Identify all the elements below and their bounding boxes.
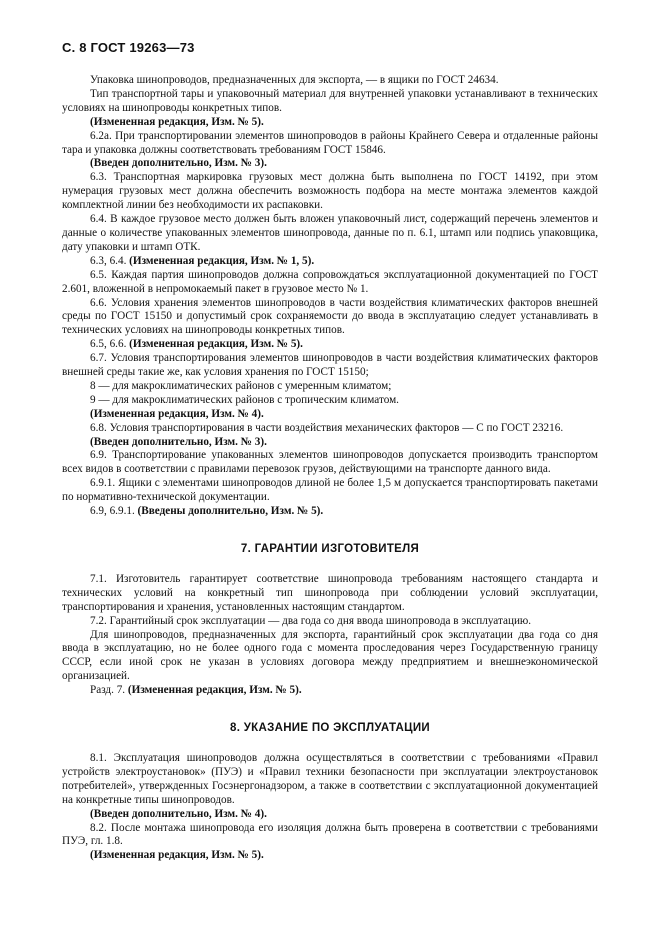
section-7-title: 7. ГАРАНТИИ ИЗГОТОВИТЕЛЯ (240, 543, 420, 555)
paragraph: Тип транспортной тары и упаковочный материал для внутренней упаковки устанавливают в технических условиях на шинопроводы конкретных типов. (62, 87, 598, 114)
paragraph: Для шинопроводов, предназначенных для экспорта, гарантийный срок эксплуатации два года со дня ввода в эксплуатацию, но не более одного года с момента проследования через Государственную границу СССР, если иной срок не указан в условиях договора между предприятием и внешнеэкономической организацией. (62, 628, 598, 683)
paragraph: 6.8. Условия транспортирования в части воздействия механических факторов — С по ГОСТ 23216. (90, 421, 564, 434)
paragraph: 8.2. После монтажа шинопровода его изоляция должна быть проверена в соответствии с требованиями ПУЭ, гл. 1.8. (62, 821, 598, 848)
amendment-note: (Введен дополнительно, Изм. № 3). (90, 435, 267, 448)
section-7-body (62, 573, 598, 698)
paragraph: 7.1. Изготовитель гарантирует соответствие шинопровода требованиям настоящего стандарта и технических условий на конкретный тип шинопровода при соблюдении условий эксплуатации, транспортирования и хранения, установленных настоящим стандартом. (62, 572, 598, 613)
paragraph: 6.4. В каждое грузовое место должен быть вложен упаковочный лист, содержащий перечень элементов и данные о количестве упакованных элементов шинопровода, данные по п. 6.1, штамп или подпись упаковщика, дату упаковки и штамп ОТК. (62, 213, 598, 253)
paragraph: Упаковка шинопроводов, предназначенных для экспорта, — в ящики по ГОСТ 24634. (90, 74, 499, 86)
paragraph: Разд. 7. (Измененная редакция, Изм. № 5). (90, 684, 302, 697)
section-8-title: 8. УКАЗАНИЕ ПО ЭКСПЛУАТАЦИИ (230, 722, 430, 735)
amendment-note: (Измененная редакция, Изм. № 5). (90, 849, 264, 862)
paragraph: 6.9.1. Ящики с элементами шинопроводов длиной не более 1,5 м допускается транспортировать пакетами по нормативно-технической документации. (62, 477, 598, 504)
paragraph: 9 — для макроклиматических районов с тропическим климатом. (90, 393, 399, 406)
paragraph: 6.6. Условия хранения элементов шинопроводов в части воздействия климатических факторов внешней среды по ГОСТ 15150 и допустимый срок сохраняемости до ввода в эксплуатацию следует устанавливать в технических условиях на шинопроводы конкретных типов. (62, 296, 598, 337)
paragraph: 8.1. Эксплуатация шинопроводов должна осуществляться в соответствии с требованиями «Правил устройств электроустановок» (ПУЭ) и «Правил техники безопасности при эксплуатации электроустановок потребителей», утвержденных Госэнергонадзором, а также в соответствии с эксплуатационной документацией на конкретные типы шинопроводов. (62, 751, 598, 806)
paragraph: 6.2а. При транспортировании элементов шинопроводов в районы Крайнего Севера и отдаленные районы тара и упаковка должны соответствовать требованиям ГОСТ 15846. (62, 129, 598, 156)
section-6-continued (62, 74, 598, 519)
amendment-note: (Введены дополнительно, Изм. № 5). (137, 505, 324, 518)
paragraph: 6.9, 6.9.1. (Введены дополнительно, Изм. № 5). (90, 505, 324, 518)
section-8-body (62, 752, 598, 863)
amendment-note: (Измененная редакция, Изм. № 4). (90, 407, 264, 420)
paragraph: 6.5. Каждая партия шинопроводов должна сопровождаться эксплуатационной документацией по ГОСТ 2.601, вложенной в непромокаемый пакет в грузовое место № 1. (62, 268, 598, 295)
amendment-note: (Измененная редакция, Изм. № 5). (127, 684, 302, 697)
paragraph: 6.5, 6.6. (Измененная редакция, Изм. № 5). (90, 338, 303, 351)
paragraph: 6.3. Транспортная маркировка грузовых мест должна быть выполнена по ГОСТ 14192, при этом нумерация грузовых мест должна обеспечить возможность подбора на месте монтажа элементов каждой комплектной линии без необходимости их распаковки. (62, 171, 598, 212)
paragraph: 6.7. Условия транспортирования элементов шинопроводов в части воздействия климатических факторов внешней среды такие же, как условия хранения по ГОСТ 15150; (62, 352, 598, 379)
paragraph: 6.9. Транспортирование упакованных элементов шинопроводов допускается производить транспортом всех видов в соответствии с правилами перевозок грузов, действующими на транспорте данного вида. (62, 449, 598, 476)
paragraph: 7.2. Гарантийный срок эксплуатации — два года со дня ввода шинопровода в эксплуатацию. (90, 614, 532, 627)
amendment-note: (Введен дополнительно, Изм. № 3). (90, 157, 267, 170)
page-header: С. 8 ГОСТ 19263—73 (62, 40, 195, 55)
document-body (62, 74, 598, 863)
paragraph: 8 — для макроклиматических районов с умеренным климатом; (90, 379, 392, 392)
amendment-note: (Введен дополнительно, Изм. № 4). (90, 807, 267, 820)
paragraph: 6.3, 6.4. (Измененная редакция, Изм. № 1, 5). (90, 254, 315, 267)
amendment-note: (Измененная редакция, Изм. № 5). (90, 115, 264, 128)
amendment-note: (Измененная редакция, Изм. № 5). (129, 338, 303, 351)
amendment-note: (Измененная редакция, Изм. № 1, 5). (129, 254, 315, 267)
